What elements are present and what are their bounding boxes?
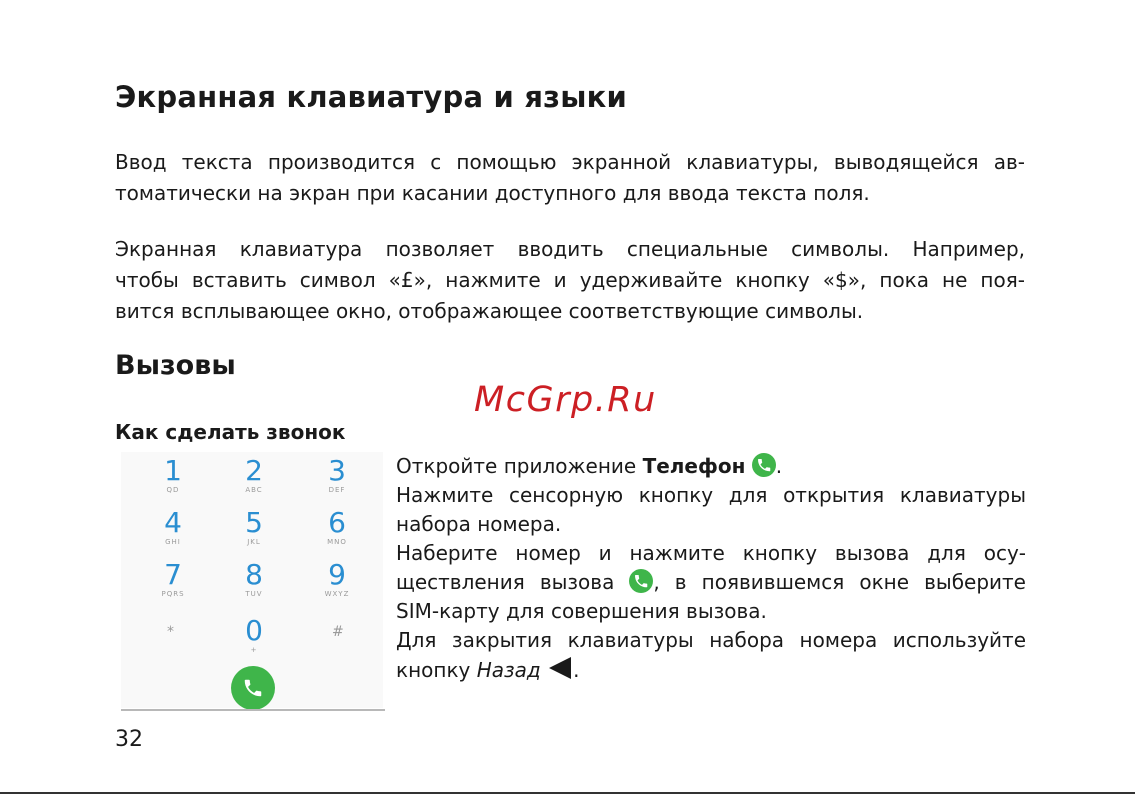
- dialpad-key-hash: #: [332, 624, 344, 640]
- paragraph-2-line-1: Экранная клавиатура позволяет вводить специальные символы. Например,: [115, 237, 1025, 261]
- how-to-call-heading: Как сделать звонок: [115, 420, 346, 444]
- dialpad-key-0: 0 +: [245, 614, 263, 654]
- instruction-line-4: Наберите номер и нажмите кнопку вызова для осу-: [396, 541, 1026, 565]
- phone-icon: [242, 677, 264, 699]
- phone-app-name: Телефон: [642, 454, 746, 478]
- call-instructions: [396, 452, 1026, 685]
- dialpad-key-9: 9 WXYZ: [324, 558, 350, 598]
- back-button-name: Назад: [476, 658, 541, 682]
- instruction-line-8: кнопку Назад .: [396, 655, 1026, 685]
- dialpad-key-8: 8 TUV: [245, 558, 263, 598]
- paragraph-1-line-1: Ввод текста производится с помощью экранной клавиатуры, выводящейся ав-: [115, 150, 1025, 174]
- bottom-rule: [0, 792, 1135, 794]
- dialpad-divider: [121, 709, 385, 711]
- instruction-line-2: Нажмите сенсорную кнопку для открытия клавиатуры: [396, 483, 1026, 507]
- instruction-line-5: ществления вызова , в появившемся окне выберите: [396, 570, 1026, 594]
- instruction-line-3: набора номера.: [396, 512, 562, 536]
- dialpad-key-5: 5 JKL: [245, 506, 263, 546]
- calls-heading: Вызовы: [115, 350, 236, 381]
- paragraph-2-line-3: вится всплывающее окно, отображающее соответствующие символы.: [115, 299, 864, 323]
- dialpad-key-star: *: [167, 624, 174, 640]
- dialpad-call-button: [231, 666, 275, 710]
- dialpad-row-3: [121, 560, 383, 620]
- page-number: 32: [115, 727, 143, 752]
- dialpad-key-4: 4 GHI: [164, 506, 182, 546]
- paragraph-2: [115, 234, 1025, 327]
- dialpad-image: [121, 452, 383, 708]
- paragraph-1: [115, 147, 1025, 209]
- dialpad-key-3: 3 DEF: [328, 454, 346, 494]
- paragraph-2-line-2: чтобы вставить символ «£», нажмите и удерживайте кнопку «$», пока не поя-: [115, 268, 1025, 292]
- back-triangle-icon: [547, 655, 573, 681]
- phone-icon: [629, 569, 653, 593]
- instruction-line-6: SIM-карту для совершения вызова.: [396, 599, 767, 623]
- page-title: Экранная клавиатура и языки: [115, 80, 628, 114]
- phone-icon: [752, 453, 776, 477]
- dialpad-key-6: 6 MNO: [327, 506, 347, 546]
- watermark: McGrp.Ru: [474, 380, 657, 420]
- dialpad-key-7: 7 PQRS: [161, 558, 185, 598]
- dialpad-key-2: 2 ABC: [245, 454, 263, 494]
- paragraph-1-line-2: томатически на экран при касании доступного для ввода текста поля.: [115, 181, 870, 205]
- instruction-line-1: Откройте приложение Телефон .: [396, 454, 783, 478]
- instruction-line-7: Для закрытия клавиатуры набора номера используйте: [396, 628, 1026, 652]
- dialpad-key-1: 1 QD: [164, 454, 182, 494]
